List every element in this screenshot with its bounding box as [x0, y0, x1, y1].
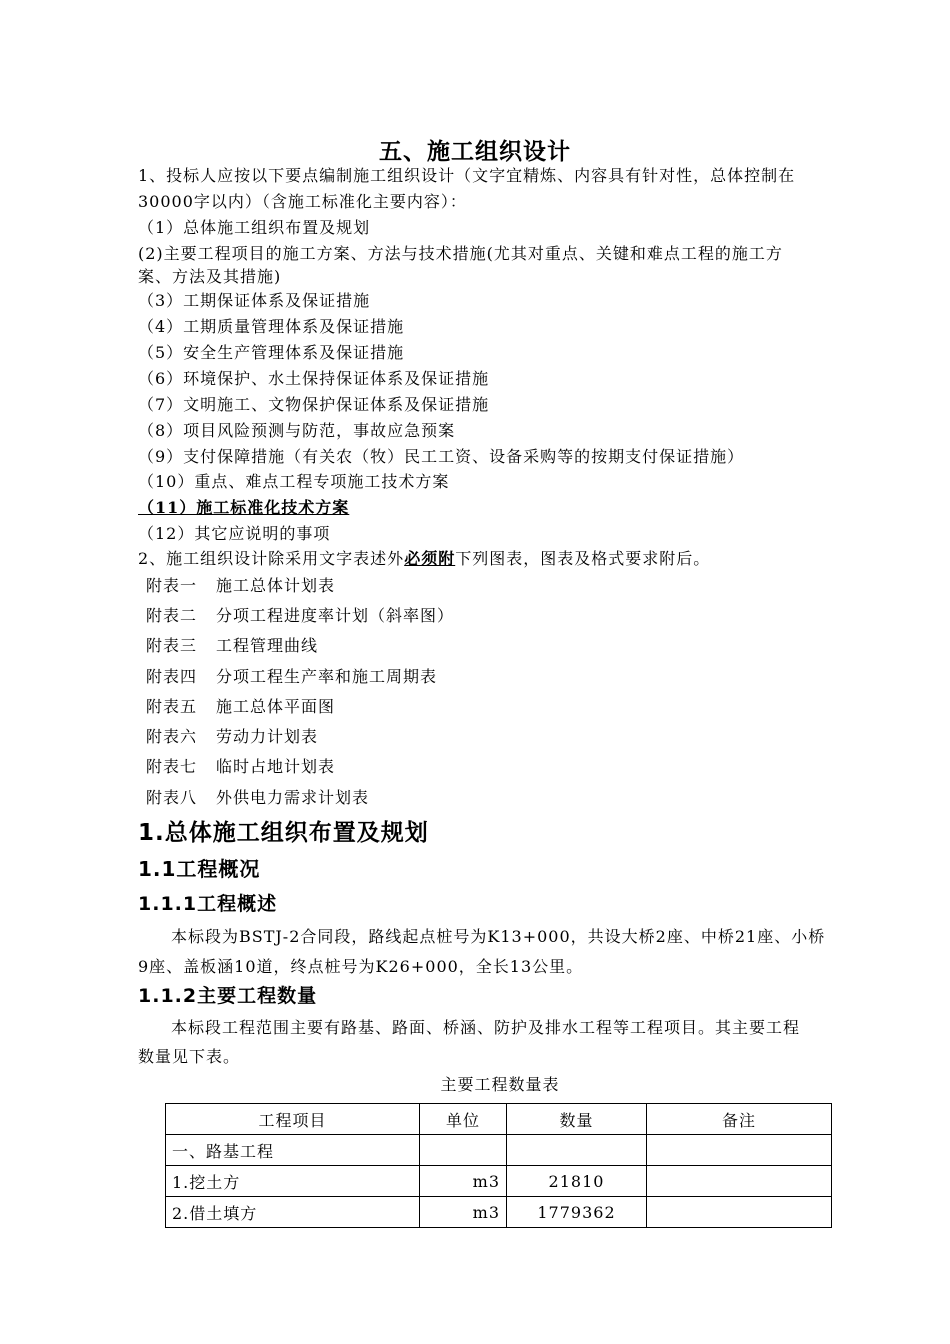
paragraph-line: 数量见下表。: [138, 1047, 241, 1066]
table-cell: 1779362: [507, 1197, 647, 1228]
appendix-item: [146, 573, 335, 596]
list-item-emphasized: （11）施工标准化技术方案: [138, 498, 350, 517]
appendix-number: 附表二: [146, 606, 198, 625]
appendix-item: [146, 754, 335, 777]
appendix-item: [146, 633, 318, 656]
table-cell: 1.挖土方: [166, 1166, 420, 1197]
list-item: （1）总体施工组织布置及规划: [138, 218, 371, 237]
appendix-name: 分项工程进度率计划（斜率图）: [216, 606, 455, 625]
list-item: （3）工期保证体系及保证措施: [138, 291, 371, 310]
list-item: （12）其它应说明的事项: [138, 524, 331, 543]
table-header-cell: 数量: [507, 1104, 647, 1135]
list-item: （5）安全生产管理体系及保证措施: [138, 343, 405, 362]
list-item: 案、方法及其措施): [138, 267, 282, 286]
appendix-name: 施工总体平面图: [216, 697, 336, 716]
list-item: （7）文明施工、文物保护保证体系及保证措施: [138, 395, 490, 414]
table-cell: m3: [420, 1166, 507, 1197]
table-caption: 主要工程数量表: [440, 1075, 560, 1094]
table-cell: [647, 1135, 832, 1166]
requirement-emphasis: 必须附: [404, 549, 456, 568]
intro-line-1: 1、投标人应按以下要点编制施工组织设计（文字宜精炼、内容具有针对性，总体控制在: [138, 166, 796, 185]
appendix-item: [146, 785, 369, 808]
appendix-number: 附表四: [146, 667, 198, 686]
appendix-name: 临时占地计划表: [216, 757, 336, 776]
table-header-cell: 备注: [647, 1104, 832, 1135]
table-cell: [507, 1135, 647, 1166]
table-cell: [647, 1197, 832, 1228]
appendix-number: 附表一: [146, 576, 198, 595]
paragraph-line: 本标段为BSTJ-2合同段，路线起点桩号为K13+000，共设大桥2座、中桥21座、小桥: [171, 927, 826, 946]
appendix-name: 工程管理曲线: [216, 636, 319, 655]
appendix-number: 附表三: [146, 636, 198, 655]
appendix-number: 附表五: [146, 697, 198, 716]
table-cell: [420, 1135, 507, 1166]
table-cell: 2.借土填方: [166, 1197, 420, 1228]
appendix-name: 劳动力计划表: [216, 727, 319, 746]
page-title: 五、施工组织设计: [379, 139, 571, 165]
table-cell: [647, 1166, 832, 1197]
table-header-cell: 单位: [420, 1104, 507, 1135]
appendix-item: [146, 603, 454, 626]
appendix-name: 分项工程生产率和施工周期表: [216, 667, 438, 686]
paragraph-line: 本标段工程范围主要有路基、路面、桥涵、防护及排水工程等工程项目。其主要工程: [171, 1018, 801, 1037]
requirement-suffix: 下列图表，图表及格式要求附后。: [455, 549, 711, 568]
list-item: （4）工期质量管理体系及保证措施: [138, 317, 405, 336]
table-header-cell: 工程项目: [166, 1104, 420, 1135]
list-item: （6）环境保护、水土保持保证体系及保证措施: [138, 369, 490, 388]
section-heading-1: 1.总体施工组织布置及规划: [138, 820, 429, 846]
appendix-name: 外供电力需求计划表: [216, 788, 370, 807]
quantity-table: [165, 1103, 832, 1228]
section-heading-1-1-2: 1.1.2主要工程数量: [138, 985, 318, 1007]
intro-line-2: 30000字以内）（含施工标准化主要内容）：: [138, 192, 467, 211]
appendix-name: 施工总体计划表: [216, 576, 336, 595]
list-item: （9）支付保障措施（有关农（牧）民工工资、设备采购等的按期支付保证措施）: [138, 447, 745, 466]
list-item: （8）项目风险预测与防范，事故应急预案: [138, 421, 456, 440]
requirement-prefix: 2、施工组织设计除采用文字表述外: [138, 549, 405, 568]
list-item: （10）重点、难点工程专项施工技术方案: [138, 472, 450, 491]
requirement-line: [138, 548, 710, 570]
appendix-item: [146, 664, 437, 687]
table-cell: 一、路基工程: [166, 1135, 420, 1166]
table-row: [166, 1135, 832, 1166]
section-heading-1-1-1: 1.1.1工程概述: [138, 893, 278, 915]
appendix-number: 附表八: [146, 788, 198, 807]
list-item: (2)主要工程项目的施工方案、方法与技术措施(尤其对重点、关键和难点工程的施工方: [138, 244, 783, 263]
table-cell: m3: [420, 1197, 507, 1228]
table-cell: 21810: [507, 1166, 647, 1197]
paragraph-line: 9座、盖板涵10道，终点桩号为K26+000，全长13公里。: [138, 957, 584, 976]
appendix-item: [146, 724, 318, 747]
appendix-number: 附表七: [146, 757, 198, 776]
table-row: [166, 1166, 832, 1197]
table-row: [166, 1197, 832, 1228]
appendix-item: [146, 694, 335, 717]
table-header-row: [166, 1104, 832, 1135]
section-heading-1-1: 1.1工程概况: [138, 857, 261, 881]
appendix-number: 附表六: [146, 727, 198, 746]
